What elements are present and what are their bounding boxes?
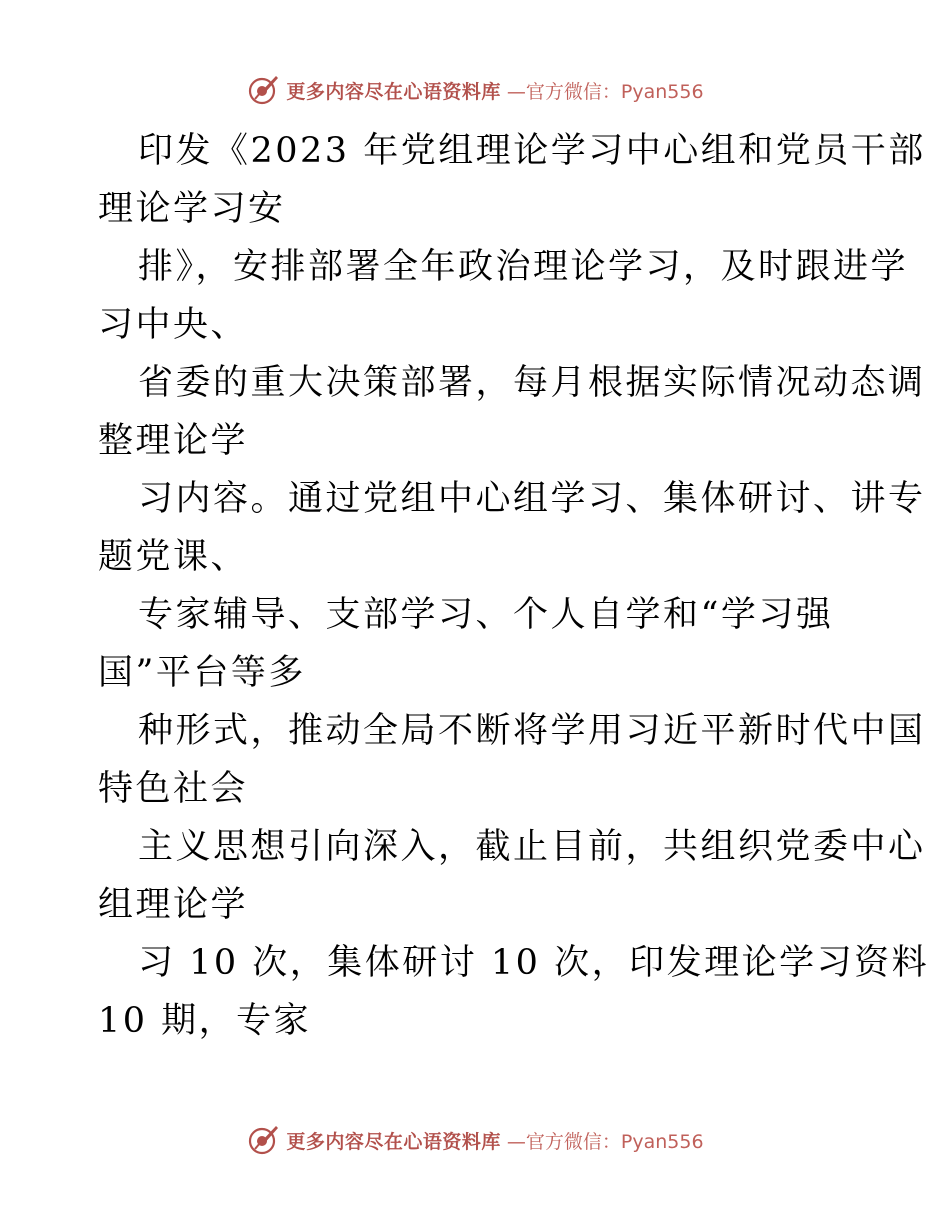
footer-banner	[0, 1120, 950, 1160]
quill-seal-icon	[246, 73, 280, 107]
banner-brand-text: 更多内容尽在心语资料库	[286, 80, 501, 103]
document-line: 整理论学	[98, 421, 249, 461]
document-line: 理论学习安	[98, 189, 286, 229]
document-line: 组理论学	[98, 885, 249, 925]
document-body	[98, 122, 930, 1050]
document-line: 专家辅导、支部学习、个人自学和“学习强	[138, 595, 834, 635]
document-line: 10 期，专家	[98, 1001, 312, 1041]
document-line: 习 10 次，集体研讨 10 次，印发理论学习资料	[138, 943, 930, 983]
document-line: 印发《2023 年党组理论学习中心组和党员干部	[138, 131, 926, 171]
document-line: 主义思想引向深入，截止目前，共组织党委中心	[138, 827, 926, 867]
document-line: 习中央、	[98, 305, 249, 345]
banner-brand-text: 更多内容尽在心语资料库	[286, 1130, 501, 1153]
document-line: 国”平台等多	[98, 653, 306, 693]
document-line: 题党课、	[98, 537, 249, 577]
document-line: 特色社会	[98, 769, 249, 809]
header-banner	[0, 70, 950, 110]
banner-contact-text: —官方微信：Pyan556	[506, 1130, 704, 1153]
document-line: 习内容。通过党组中心组学习、集体研讨、讲专	[138, 479, 926, 519]
document-line: 排》，安排部署全年政治理论学习，及时跟进学	[138, 247, 909, 287]
document-line: 种形式，推动全局不断将学用习近平新时代中国	[138, 711, 926, 751]
quill-seal-icon	[246, 1123, 280, 1157]
document-line: 省委的重大决策部署，每月根据实际情况动态调	[138, 363, 926, 403]
banner-contact-text: —官方微信：Pyan556	[506, 80, 704, 103]
